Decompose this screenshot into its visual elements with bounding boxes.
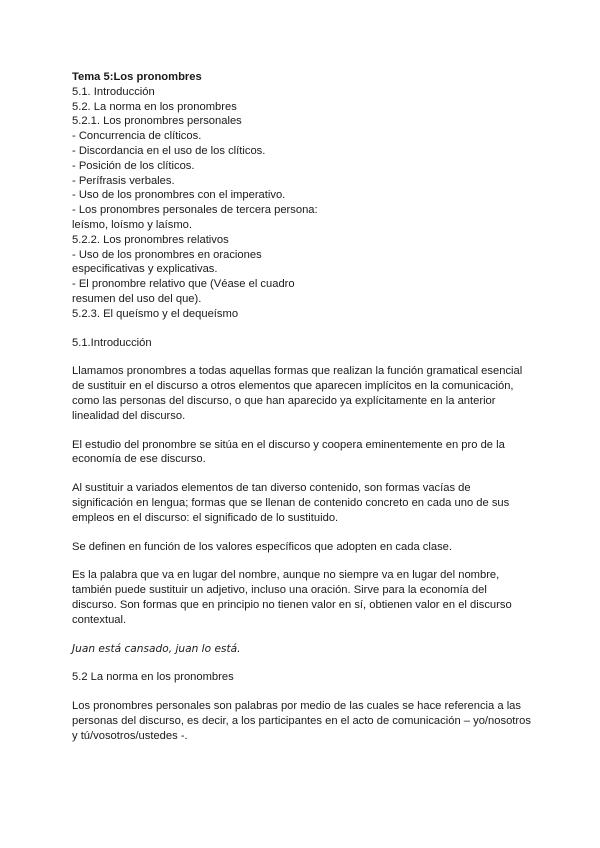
paragraph-line: discurso. Son formas que en principio no tienen valor en sí, obtienen valor en el discurso [72, 598, 512, 611]
paragraph-line: significación en lengua; formas que se llenan de contenido concreto en cada uno de sus [72, 496, 510, 509]
toc-item: - Posición de los clíticos. [72, 159, 195, 172]
paragraph [72, 540, 530, 555]
toc-item: - Perífrasis verbales. [72, 174, 175, 187]
paragraph-line: como las personas del discurso, o que han aparecido ya explícitamente en la anterior [72, 394, 496, 407]
toc-item: - Uso de los pronombres en oraciones [72, 248, 262, 261]
paragraph-line: de sustituir en el discurso a otros elementos que aparecen implícitos en la comunicación, [72, 380, 514, 393]
toc-item: 5.2.1. Los pronombres personales [72, 115, 242, 128]
toc-item: especificativas y explicativas. [72, 263, 218, 276]
toc-item: resumen del uso del que). [72, 292, 202, 305]
paragraph-line: linealidad del discurso. [72, 409, 186, 422]
toc-item: - Discordancia en el uso de los clíticos. [72, 144, 266, 157]
example-sentence: Juan está cansado, juan lo está. [72, 642, 241, 655]
paragraph-line: Se definen en función de los valores específicos que adopten en cada clase. [72, 540, 453, 553]
paragraph-line: contextual. [72, 613, 127, 626]
paragraph [72, 364, 530, 423]
paragraph-line: Llamamos pronombres a todas aquellas formas que realizan la función gramatical esencial [72, 365, 523, 378]
paragraph-line: empleos en el discurso: el significado de lo sustituido. [72, 511, 339, 524]
paragraph-line: Los pronombres personales son palabras por medio de las cuales se hace referencia a las [72, 700, 522, 713]
paragraph [72, 568, 530, 627]
paragraph-line: personas del discurso, es decir, a los participantes en el acto de comunicación – yo/nosotros [72, 714, 531, 727]
table-of-contents [72, 70, 530, 322]
paragraph-line: Al sustituir a variados elementos de tan diverso contenido, son formas vacías de [72, 482, 471, 495]
document-title: Tema 5:Los pronombres [72, 71, 202, 83]
toc-item: leísmo, loísmo y laísmo. [72, 218, 192, 231]
paragraph-line: economía de ese discurso. [72, 453, 206, 466]
toc-item: - Los pronombres personales de tercera persona: [72, 204, 318, 217]
toc-item: 5.2. La norma en los pronombres [72, 100, 237, 113]
section-heading: 5.1.Introducción [72, 336, 152, 349]
toc-item: 5.1. Introducción [72, 85, 155, 98]
toc-item: 5.2.2. Los pronombres relativos [72, 233, 229, 246]
toc-item: 5.2.3. El queísmo y el dequeísmo [72, 307, 239, 320]
paragraph-line: El estudio del pronombre se sitúa en el discurso y coopera eminentemente en pro de la [72, 438, 505, 451]
paragraph-line: y tú/vosotros/ustedes -. [72, 729, 188, 742]
toc-item: - Concurrencia de clíticos. [72, 130, 202, 143]
paragraph [72, 438, 530, 468]
paragraph-line: también puede sustituir un adjetivo, incluso una oración. Sirve para la economía del [72, 584, 487, 597]
paragraph [72, 481, 530, 525]
toc-item: - Uso de los pronombres con el imperativo. [72, 189, 286, 202]
toc-item: - El pronombre relativo que (Véase el cuadro [72, 278, 295, 291]
paragraph-line: Es la palabra que va en lugar del nombre, aunque no siempre va en lugar del nombre, [72, 569, 500, 582]
paragraph [72, 699, 530, 743]
section-heading: 5.2 La norma en los pronombres [72, 671, 234, 684]
